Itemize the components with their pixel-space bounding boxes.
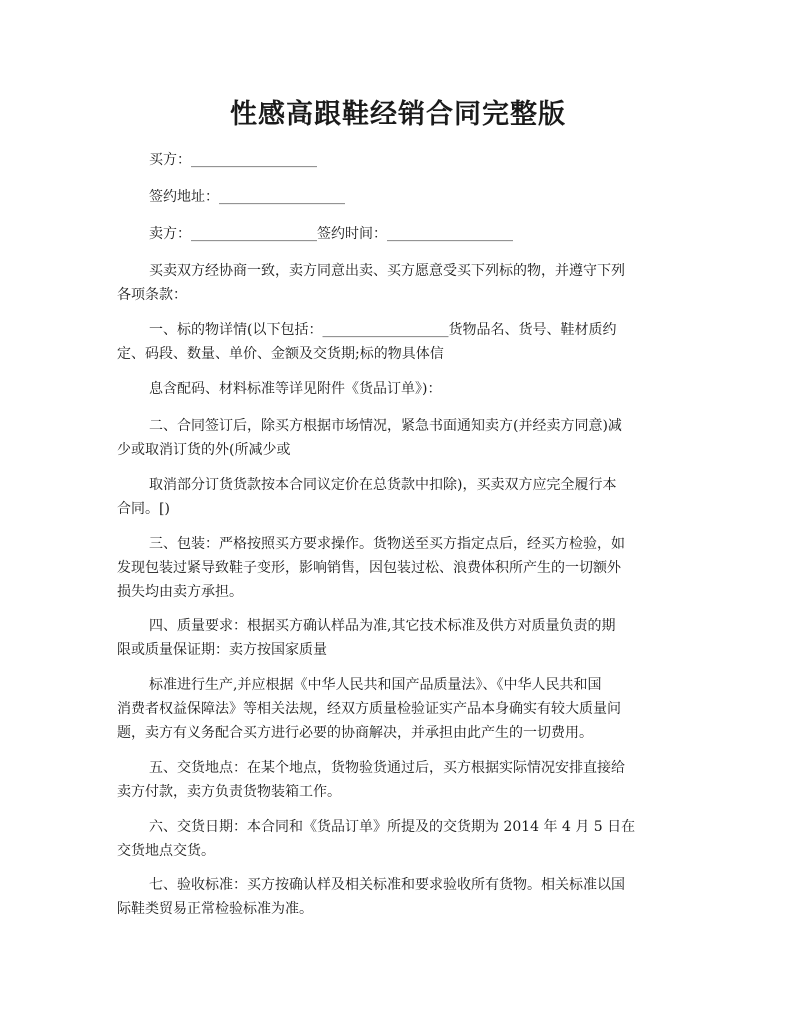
paragraph-line: 五、交货地点：在某个地点，货物验货通过后，买方根据实际情况安排直接给 [149,760,625,776]
paragraph-line: 签约地址：__________________ [149,189,345,205]
paragraph-line: 消费者权益保障法》等相关法规，经双方质量检验证实产品本身确实有较大质量问 [117,701,621,717]
clause-1-continued [117,377,679,401]
buyer-field [117,148,679,172]
paragraph-line: 限或质量保证期：卖方按国家质量 [117,642,327,658]
paragraph-line: 息含配码、材料标准等详见附件《货品订单》)： [149,381,442,397]
paragraph-line: 合同。[) [117,501,170,517]
clause-7-paragraph [117,873,679,921]
paragraph-line: 交货地点交货。 [117,843,215,859]
paragraph-line: 际鞋类贸易正常检验标准为准。 [117,901,313,917]
paragraph-line: 各项条款： [117,287,187,303]
clause-4-paragraph [117,614,679,662]
paragraph-line: 标准进行生产,并应根据《中华人民共和国产品质量法》、《中华人民共和国 [149,677,602,693]
intro-paragraph [117,259,679,307]
clause-6-paragraph [117,815,679,863]
sign-address-field [117,185,679,209]
paragraph-line: 四、质量要求：根据买方确认样品为准,其它技术标准及供方对质量负责的期 [149,618,616,634]
clause-1-paragraph [117,318,679,366]
paragraph-line: 卖方：__________________签约时间：__________________ [149,226,513,242]
paragraph-line: 卖方付款，卖方负责货物装箱工作。 [117,784,341,800]
clause-5-paragraph [117,756,679,804]
paragraph-line: 少或取消订货的外(所减少或 [117,442,291,458]
seller-time-field [117,222,679,246]
document-title: 性感高跟鞋经销合同完整版 [230,99,566,130]
paragraph-line: 二、合同签订后，除买方根据市场情况，紧急书面通知卖方(并经卖方同意)减 [149,418,622,434]
paragraph-line: 取消部分订货货款按本合同议定价在总货款中扣除)，买卖双方应完全履行本 [149,477,617,493]
paragraph-line: 买卖双方经协商一致，卖方同意出卖、买方愿意受买下列标的物，并遵守下列 [149,263,625,279]
paragraph-line: 损失均由卖方承担。 [117,584,243,600]
clause-4-continued [117,673,679,745]
clause-2-continued [117,473,679,521]
paragraph-line: 七、验收标准：买方按确认样及相关标准和要求验收所有货物。相关标准以国 [149,877,625,893]
paragraph-line: 发现包装过紧导致鞋子变形，影响销售，因包装过松、浪费体积所产生的一切额外 [117,560,621,576]
paragraph-line: 一、标的物详情(以下包括：__________________货物品名、货号、鞋材质约 [149,322,617,338]
paragraph-line: 题，卖方有义务配合买方进行必要的协商解决，并承担由此产生的一切费用。 [117,725,593,741]
paragraph-line: 六、交货日期：本合同和《货品订单》所提及的交货期为 2014 年 4 月 5 日在 [149,819,636,835]
paragraph-line: 买方：__________________ [149,152,317,168]
clause-2-paragraph [117,414,679,462]
paragraph-line: 三、包装：严格按照买方要求操作。货物送至买方指定点后，经买方检验，如 [149,536,625,552]
clause-3-paragraph [117,532,679,604]
paragraph-line: 定、码段、数量、单价、金额及交货期;标的物具体信 [117,346,444,362]
